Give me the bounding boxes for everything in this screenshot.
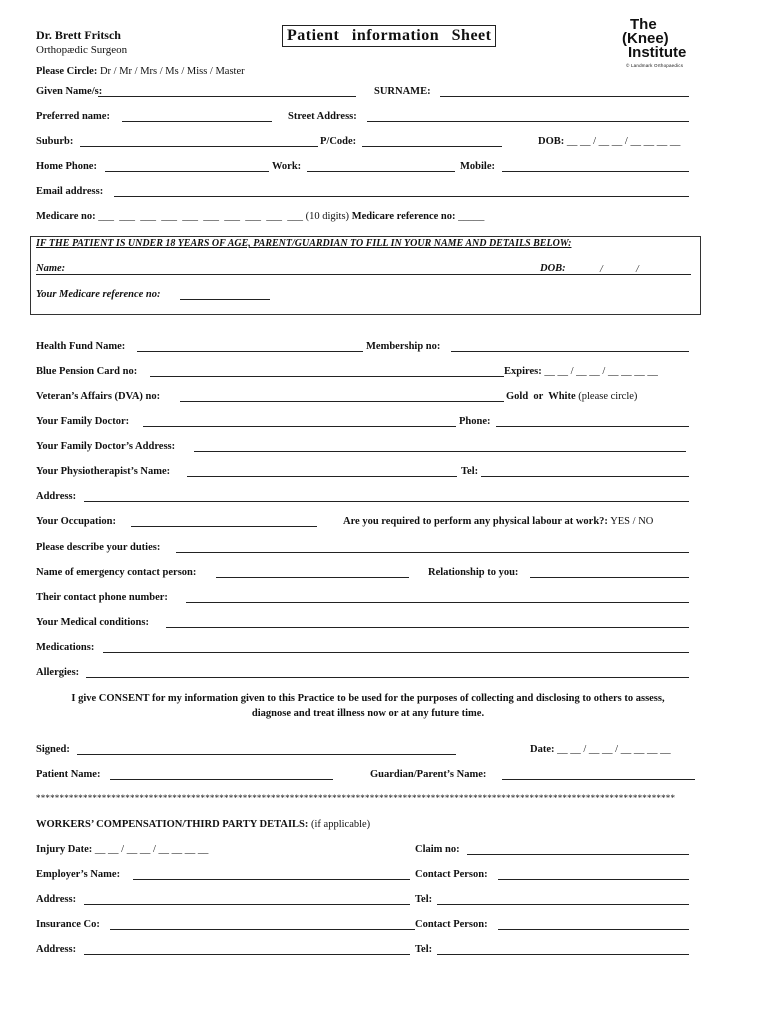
medical-conditions-label: Your Medical conditions: [36, 617, 149, 628]
contact-person-field[interactable] [498, 879, 689, 880]
insurance-address-label: Address: [36, 944, 77, 955]
insurance-co-label: Insurance Co: [36, 919, 100, 930]
ten-digits-note: (10 digits) [305, 211, 350, 222]
medicare-label: Medicare no: [36, 211, 96, 222]
employer-name-field[interactable] [133, 879, 410, 880]
blue-pension-field[interactable] [150, 376, 504, 377]
suburb-field[interactable] [80, 146, 318, 147]
occupation-field[interactable] [131, 526, 317, 527]
preferred-name-label: Preferred name: [36, 111, 110, 122]
insurance-contact-person-field[interactable] [498, 929, 689, 930]
form-title: Patient information Sheet [282, 25, 496, 47]
gold-white-options[interactable]: Gold or White [506, 391, 576, 402]
physical-labour-yes-no[interactable]: YES / NO [610, 516, 654, 527]
given-names-field[interactable] [98, 96, 356, 97]
pcode-label: P/Code: [320, 136, 357, 147]
insurance-address-field[interactable] [84, 954, 410, 955]
logo-sub: © Landmark Orthopaedics [626, 63, 684, 68]
email-field[interactable] [114, 196, 689, 197]
gold-white-row [506, 391, 637, 402]
physio-address-label: Address: [36, 491, 77, 502]
medical-conditions-field[interactable] [166, 627, 689, 628]
medicare-ref-label: Medicare reference no: [351, 211, 456, 222]
guardian-parent-name-field[interactable] [502, 779, 695, 780]
expires-field[interactable]: __ __ / __ __ / __ __ __ __ [544, 366, 658, 377]
work-label: Work: [272, 161, 302, 172]
contact-person-label: Contact Person: [415, 869, 488, 880]
employer-tel-label: Tel: [415, 894, 433, 905]
physical-labour-label: Are you required to perform any physical labour at work?: [343, 516, 608, 527]
medications-field[interactable] [103, 652, 689, 653]
doctor-address-field[interactable] [194, 451, 686, 452]
family-doctor-field[interactable] [143, 426, 456, 427]
consent-statement [36, 691, 700, 721]
street-address-field[interactable] [367, 121, 689, 122]
employer-name-label: Employer’s Name: [36, 869, 121, 880]
signature-field[interactable] [77, 754, 456, 755]
injury-date-label: Injury Date: [36, 844, 93, 855]
signed-label: Signed: [36, 744, 70, 755]
guardian-dob-slash-1: / [600, 264, 603, 275]
insurance-contact-person-label: Contact Person: [415, 919, 488, 930]
occupation-label: Your Occupation: [36, 516, 117, 527]
contact-phone-label: Their contact phone number: [36, 592, 168, 603]
expires-row [504, 366, 658, 377]
email-label: Email address: [36, 186, 104, 197]
blue-pension-label: Blue Pension Card no: [36, 366, 138, 377]
doctor-phone-field[interactable] [496, 426, 689, 427]
mobile-field[interactable] [502, 171, 689, 172]
if-applicable-note: (if applicable) [311, 819, 371, 830]
relationship-field[interactable] [530, 577, 689, 578]
logo-line-1: The [630, 16, 657, 33]
duties-field[interactable] [176, 552, 689, 553]
please-circle-note: (please circle) [578, 391, 638, 402]
given-names-label: Given Name/s: [36, 86, 103, 97]
dob-row [538, 136, 680, 147]
claim-no-field[interactable] [467, 854, 689, 855]
physio-field[interactable] [187, 476, 457, 477]
injury-date-row [36, 844, 208, 855]
dob-field[interactable]: __ __ / __ __ / __ __ __ __ [566, 136, 681, 147]
guardian-name-label: Name: [36, 263, 66, 274]
medications-label: Medications: [36, 642, 95, 653]
contact-phone-field[interactable] [186, 602, 689, 603]
physio-tel-field[interactable] [481, 476, 689, 477]
surname-field[interactable] [440, 96, 689, 97]
insurance-co-field[interactable] [110, 929, 415, 930]
patient-name-field[interactable] [110, 779, 333, 780]
doctor-address-label: Your Family Doctor’s Address: [36, 441, 176, 452]
guardian-dob-slash-2: / [636, 264, 639, 275]
membership-field[interactable] [451, 351, 689, 352]
health-fund-label: Health Fund Name: [36, 341, 126, 352]
medicare-row [36, 211, 484, 222]
medicare-field[interactable]: ___ ___ ___ ___ ___ ___ ___ ___ ___ ___ [98, 211, 303, 222]
guardian-name-field[interactable] [36, 274, 691, 275]
health-fund-field[interactable] [137, 351, 363, 352]
employer-tel-field[interactable] [437, 904, 689, 905]
please-circle-label: Please Circle: [36, 66, 98, 77]
employer-address-field[interactable] [84, 904, 410, 905]
membership-label: Membership no: [366, 341, 441, 352]
claim-no-label: Claim no: [415, 844, 460, 855]
home-phone-field[interactable] [105, 171, 269, 172]
guardian-dob-row [540, 263, 566, 274]
suburb-label: Suburb: [36, 136, 74, 147]
emergency-contact-field[interactable] [216, 577, 409, 578]
duties-label: Please describe your duties: [36, 542, 161, 553]
doctor-phone-label: Phone: [459, 416, 491, 427]
workers-comp-heading: WORKERS’ COMPENSATION/THIRD PARTY DETAILS: [36, 819, 309, 830]
employer-address-label: Address: [36, 894, 77, 905]
title-options[interactable]: Dr / Mr / Mrs / Ms / Miss / Master [99, 66, 245, 77]
insurance-tel-field[interactable] [437, 954, 689, 955]
surname-label: SURNAME: [374, 86, 431, 97]
guardian-notice: IF THE PATIENT IS UNDER 18 YEARS OF AGE, PARENT/GUARDIAN TO FILL IN YOUR NAME AND DETAILS BELOW: [36, 238, 572, 249]
knee-institute-logo [622, 18, 686, 69]
street-address-label: Street Address: [288, 111, 357, 122]
emergency-contact-label: Name of emergency contact person: [36, 567, 197, 578]
allergies-field[interactable] [86, 677, 689, 678]
physio-tel-label: Tel: [461, 466, 479, 477]
family-doctor-label: Your Family Doctor: [36, 416, 130, 427]
allergies-label: Allergies: [36, 667, 80, 678]
guardian-medicare-ref-label: Your Medicare reference no: [36, 289, 161, 300]
injury-date-field[interactable]: __ __ / __ __ / __ __ __ __ [94, 844, 209, 855]
physical-labour-row [343, 516, 653, 527]
relationship-label: Relationship to you: [428, 567, 519, 578]
workers-comp-heading-row [36, 819, 370, 830]
expires-label: Expires: [504, 366, 542, 377]
guardian-dob-label: DOB: [540, 263, 566, 274]
guardian-parent-name-label: Guardian/Parent’s Name: [370, 769, 487, 780]
dva-label: Veteran’s Affairs (DVA) no: [36, 391, 161, 402]
logo-line-3: Institute [628, 44, 687, 61]
physio-label: Your Physiotherapist’s Name: [36, 466, 171, 477]
consent-date-field[interactable]: __ __ / __ __ / __ __ __ __ [557, 744, 671, 755]
title-circle-row [36, 66, 245, 77]
consent-date-label: Date: [530, 744, 555, 755]
dob-label: DOB: [538, 136, 565, 147]
insurance-tel-label: Tel: [415, 944, 433, 955]
home-phone-label: Home Phone: [36, 161, 97, 172]
consent-date-row [530, 744, 671, 755]
consent-line-1: I give CONSENT for my information given to this Practice to be used for the purposes of collecting and disclosing to others to assess, [71, 693, 665, 704]
preferred-name-field[interactable] [122, 121, 272, 122]
medicare-ref-field[interactable]: _____ [458, 211, 485, 222]
pcode-field[interactable] [362, 146, 502, 147]
doctor-name: Dr. Brett Fritsch [36, 28, 121, 42]
separator-stars: **************************************************************************************************************************************** [36, 793, 676, 803]
guardian-medicare-ref-field[interactable] [180, 299, 270, 300]
physio-address-field[interactable] [84, 501, 689, 502]
mobile-label: Mobile: [460, 161, 495, 172]
work-phone-field[interactable] [307, 171, 455, 172]
patient-name-label: Patient Name: [36, 769, 101, 780]
doctor-title: Orthopædic Surgeon [36, 44, 128, 56]
logo-line-2: (Knee) [622, 30, 669, 47]
consent-line-2: diagnose and treat illness now or at any future time. [251, 708, 485, 719]
dva-field[interactable] [180, 401, 504, 402]
